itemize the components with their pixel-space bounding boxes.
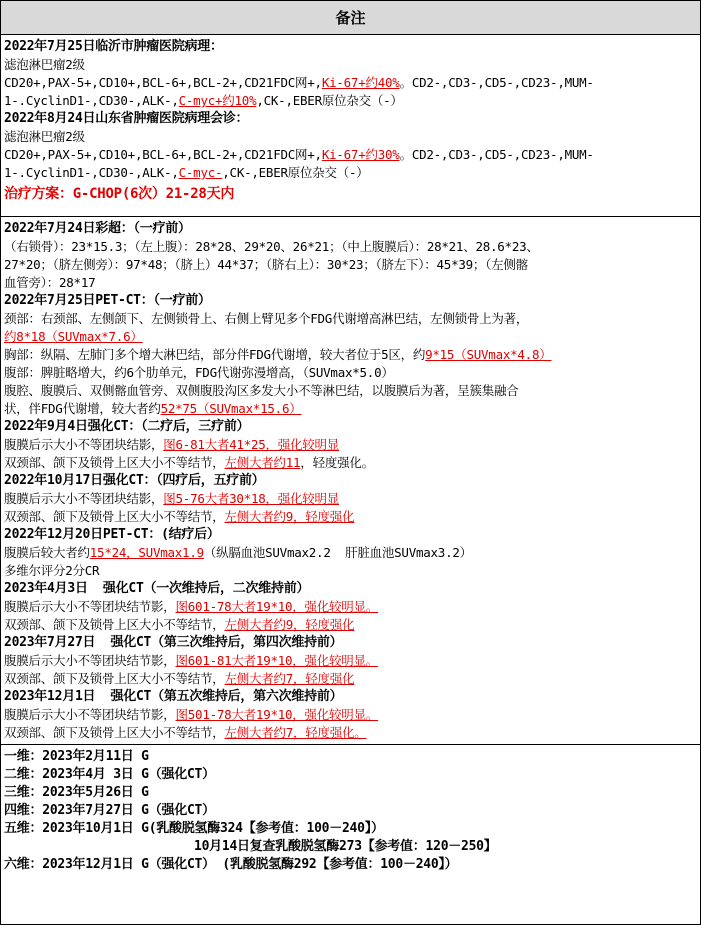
ct-line: 腹膜后示大小不等团块结节影，图501-78大者19*10，强化较明显。	[4, 707, 379, 722]
ct-heading: 2022年9月4日强化CT：（二疗后，三疗前）	[4, 419, 250, 434]
ct-line: 双颈部、颌下及锁骨上区大小不等结节，左侧大者约11，轻度强化。	[4, 455, 374, 470]
diagnosis-1: 滤泡淋巴瘤2级	[4, 57, 85, 72]
maintenance-item: 一维：2023年2月11日 G	[4, 749, 149, 764]
cmyc-highlight: C-myc+约10%	[178, 93, 257, 108]
maintenance-item: 三维：2023年5月26日 G	[4, 785, 149, 800]
pet-ct-heading: 2022年12月20日PET-CT：(结疗后）	[4, 527, 220, 542]
pet-ct-line: 腹部：脾脏略增大，约6个肋单元，FDG代谢弥漫增高，（SUVmax*5.0）	[4, 365, 394, 380]
ultrasound-line: 血管旁）：28*17	[4, 275, 96, 290]
imaging-section	[1, 217, 700, 745]
maintenance-section	[1, 745, 700, 876]
diagnosis-2: 滤泡淋巴瘤2级	[4, 129, 85, 144]
ultrasound-line: 27*20；（脐左侧旁）：97*48；（脐上）44*37；（脐右上）：30*23；（脐左下）：45*39；（左侧髂	[4, 257, 528, 272]
ct-heading: 2023年7月27日 强化CT（第三次维持后，第四次维持前）	[4, 635, 343, 650]
ct-line: 双颈部、颌下及锁骨上区大小不等结节，左侧大者约7，轻度强化。	[4, 725, 367, 740]
ihc-line-1b: 1-.CyclinD1-,CD30-,ALK-,C-myc+约10%,CK-,EBER原位杂交（-）	[4, 93, 403, 108]
table-header	[1, 1, 700, 35]
pathology-section	[1, 35, 700, 217]
maintenance-item: 二维：2023年4月 3日 G（强化CT）	[4, 767, 215, 782]
pet-ct-line: 颈部：右颈部、左侧颌下、左侧锁骨上、右侧上臂见多个FDG代谢增高淋巴结，左侧锁骨上为著，	[4, 311, 529, 326]
pet-ct-line: 约8*18（SUVmax*7.6）	[4, 329, 143, 344]
pet-ct-line: 腹腔、腹膜后、双侧髂血管旁、双侧腹股沟区多发大小不等淋巴结，以腹膜后为著，呈簇集融合	[4, 383, 519, 398]
maintenance-item: 四维：2023年7月27日 G（强化CT）	[4, 803, 215, 818]
ct-line: 腹膜后示大小不等团块结影，图6-81大者41*25，强化较明显	[4, 437, 339, 452]
pet-ct-line: 胸部：纵隔、左肺门多个增大淋巴结，部分伴FDG代谢增，较大者位于5区，约9*15（SUVmax*4.8）	[4, 347, 552, 362]
pathology-heading-1: 2022年7月25日临沂市肿瘤医院病理：	[4, 39, 223, 54]
ct-line: 双颈部、颌下及锁骨上区大小不等结节，左侧大者约7，轻度强化	[4, 671, 355, 686]
maintenance-item: 六维：2023年12月1日 G（强化CT） (乳酸脱氢酶292【参考值：100－240】）	[4, 857, 458, 872]
header-title: 备注	[335, 9, 366, 27]
ihc-line-2b: 1-.CyclinD1-,CD30-,ALK-,C-myc-,CK-,EBER原位杂交（-）	[4, 165, 369, 180]
ct-line: 腹膜后示大小不等团块结节影，图601-81大者19*10，强化较明显。	[4, 653, 379, 668]
deauville-score: 多维尔评分2分CR	[4, 563, 100, 578]
ct-line: 腹膜后示大小不等团块结节影，图601-78大者19*10，强化较明显。	[4, 599, 379, 614]
maintenance-subitem: 10月14日复查乳酸脱氢酶273【参考值：120－250】	[194, 839, 497, 854]
ihc-line-2a: CD20+,PAX-5+,CD10+,BCL-6+,BCL-2+,CD21FDC网+,Ki-67+约30%。CD2-,CD3-,CD5-,CD23-,MUM-	[4, 147, 594, 162]
maintenance-item: 五维：2023年10月1日 G(乳酸脱氢酶324【参考值：100－240】）	[4, 821, 384, 836]
cmyc-highlight: C-myc-	[178, 165, 223, 180]
pathology-heading-2: 2022年8月24日山东省肿瘤医院病理会诊：	[4, 111, 249, 126]
pet-ct-line: 腹膜后较大者约15*24，SUVmax1.9（纵膈血池SUVmax2.2 肝脏血池SUVmax3.2）	[4, 545, 472, 560]
treatment-plan: 治疗方案：G-CHOP(6次）21-28天内	[4, 186, 235, 202]
ihc-line-1a: CD20+,PAX-5+,CD10+,BCL-6+,BCL-2+,CD21FDC网+,Ki-67+约40%。CD2-,CD3-,CD5-,CD23-,MUM-	[4, 75, 594, 90]
ultrasound-line: （右锁骨）：23*15.3；（左上腹）：28*28、29*20、26*21；（中上腹膜后）：28*21、28.6*23、	[4, 239, 539, 254]
ct-heading: 2023年4月3日 强化CT（一次维持后，二次维持前）	[4, 581, 310, 596]
ki67-highlight: Ki-67+约40%	[321, 75, 400, 90]
ct-heading: 2023年12月1日 强化CT（第五次维持后，第六次维持前）	[4, 689, 343, 704]
pet-ct-line: 状，伴FDG代谢增，较大者约52*75（SUVmax*15.6）	[4, 401, 302, 416]
ct-heading: 2022年10月17日强化CT：（四疗后，五疗前）	[4, 473, 265, 488]
ki67-highlight: Ki-67+约30%	[321, 147, 400, 162]
ct-line: 双颈部、颌下及锁骨上区大小不等结节，左侧大者约9，轻度强化	[4, 617, 355, 632]
ct-line: 腹膜后示大小不等团块结影，图5-76大者30*18，强化较明显	[4, 491, 339, 506]
pet-ct-heading: 2022年7月25日PET-CT：（一疗前）	[4, 293, 211, 308]
ct-line: 双颈部、颌下及锁骨上区大小不等结节，左侧大者约9，轻度强化	[4, 509, 355, 524]
ultrasound-heading: 2022年7月24日彩超：（一疗前）	[4, 221, 191, 236]
